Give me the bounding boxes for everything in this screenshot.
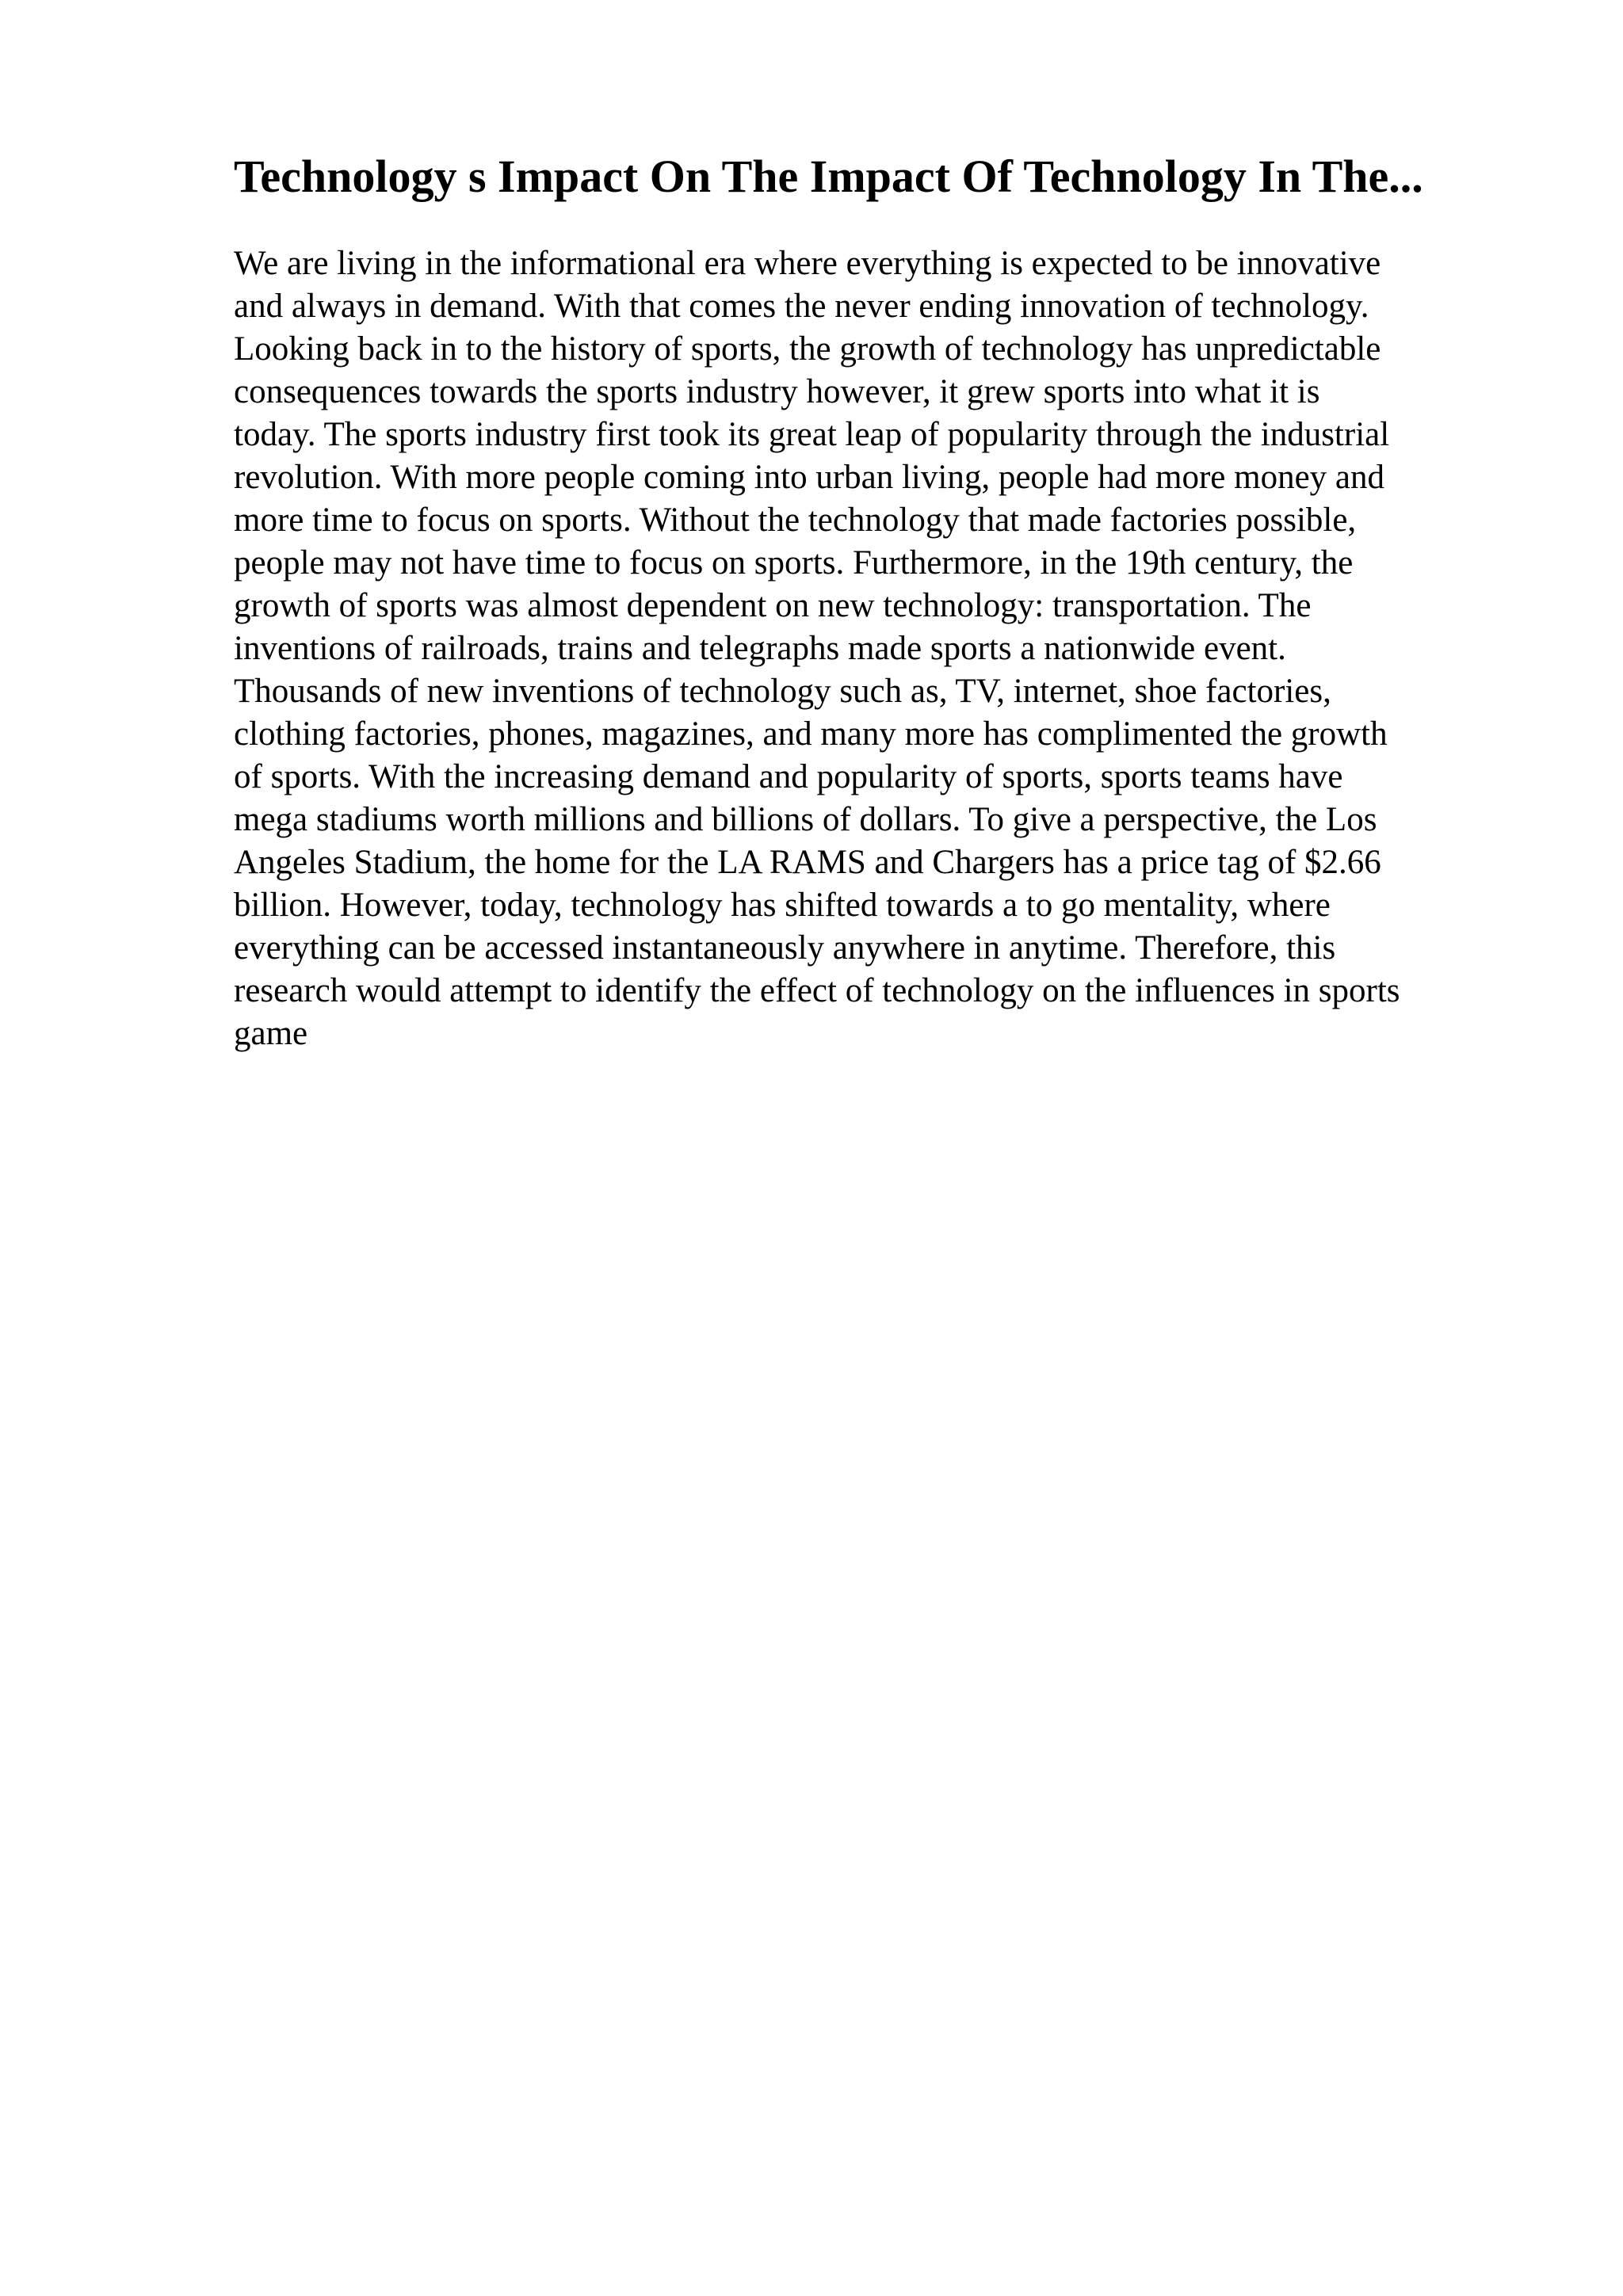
body-line-17: everything can be accessed instantaneously anywhere in anytime. Therefore, this [234,929,1336,967]
body-line-19: game [234,1015,308,1052]
body-line-13: of sports. With the increasing demand and popularity of sports, sports teams have [234,758,1343,795]
body-line-15: Angeles Stadium, the home for the LA RAMS and Chargers has a price tag of $2.66 [234,844,1381,881]
body-line-1: We are living in the informational era where everything is expected to be innovative [234,245,1381,282]
body-line-9: growth of sports was almost dependent on new technology: transportation. The [234,587,1312,624]
body-line-14: mega stadiums worth millions and billions of dollars. To give a perspective, the Los [234,801,1377,838]
body-line-2: and always in demand. With that comes the never ending innovation of technology. [234,288,1369,325]
body-line-3: Looking back in to the history of sports, the growth of technology has unpredictable [234,330,1381,368]
document-body [234,242,1533,1055]
body-line-12: clothing factories, phones, magazines, and many more has complimented the growth [234,715,1388,753]
body-line-4: consequences towards the sports industry however, it grew sports into what it is [234,373,1320,410]
body-line-6: revolution. With more people coming into urban living, people had more money and [234,459,1384,496]
body-line-11: Thousands of new inventions of technology such as, TV, internet, shoe factories, [234,673,1331,710]
body-line-18: research would attempt to identify the effect of technology on the influences in sports [234,972,1400,1009]
body-line-16: billion. However, today, technology has shifted towards a to go mentality, where [234,887,1331,924]
body-line-5: today. The sports industry first took its great leap of popularity through the industrial [234,416,1390,453]
body-line-8: people may not have time to focus on sports. Furthermore, in the 19th century, the [234,544,1354,582]
document-title: Technology s Impact On The Impact Of Technology In The... [234,151,1423,202]
body-line-7: more time to focus on sports. Without the technology that made factories possible, [234,502,1357,539]
body-line-10: inventions of railroads, trains and telegraphs made sports a nationwide event. [234,630,1286,667]
